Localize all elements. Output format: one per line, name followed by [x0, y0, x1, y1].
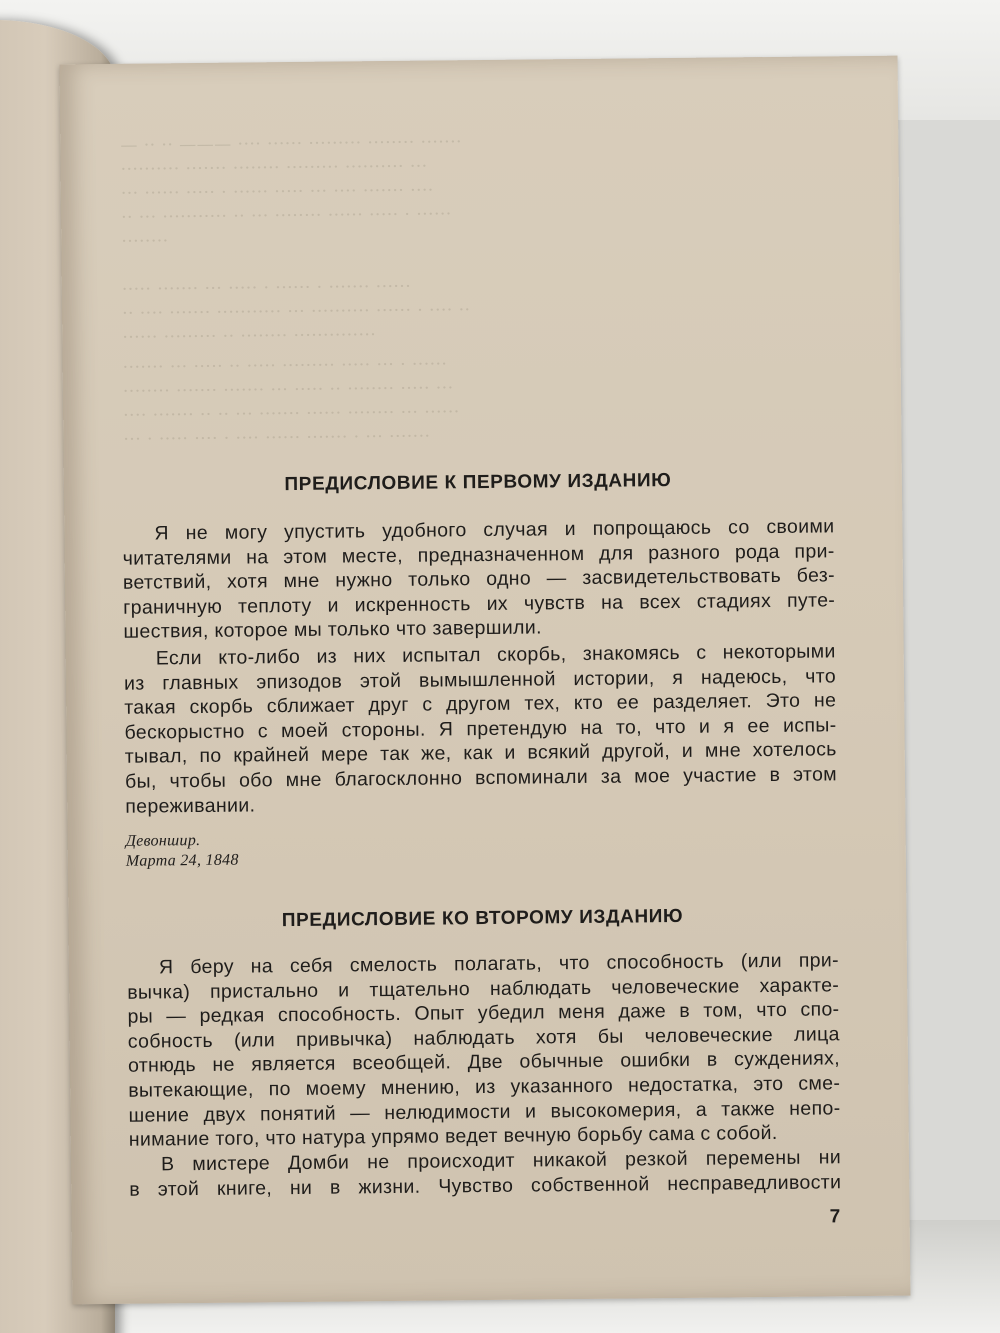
second-preface-paragraph-2 [129, 1145, 841, 1202]
first-preface-paragraph-2 [124, 639, 838, 819]
second-preface-paragraph-1 [127, 948, 841, 1152]
text-line: Я не могу упустить удобного случая и попрощаюсь со своими [154, 515, 835, 545]
text-line: вычка) пристально и тщательно наблюдать человеческие характе- [127, 973, 840, 1004]
text-line: вытекающие, по моему мнению, из указанного недостатка, это сме- [128, 1072, 841, 1102]
signature-date: Марта 24, 1848 [125, 851, 239, 870]
signature-place: Девоншир. [125, 831, 201, 850]
second-preface-title: ПРЕДИСЛОВИЕ КО ВТОРОМУ ИЗДАНИЮ [281, 905, 684, 932]
text-line: шествия, которое мы только что завершили. [123, 616, 542, 644]
text-line: Если кто-либо из них испытал скорбь, знакомясь с некоторыми [155, 640, 836, 670]
text-line: в этой книге, ни в жизни. Чувство собственной несправедливости [129, 1170, 842, 1201]
first-preface-title: ПРЕДИСЛОВИЕ К ПЕРВОМУ ИЗДАНИЮ [284, 470, 672, 496]
text-line: такая скорбь сближает друг с другом тех, кто ее разделяет. Это не [124, 689, 837, 719]
page-number: 7 [829, 1206, 841, 1228]
text-line: ры — редкая способность. Опыт убедил меня даже в том, что спо- [127, 998, 840, 1028]
book-page [60, 56, 911, 1305]
text-line: Я беру на себя смелость полагать, что способность (или при- [158, 949, 840, 979]
first-preface-paragraph-1 [122, 514, 835, 644]
text-line: тывал, по крайней мере так же, как и всякий другой, и мне хотелось [124, 738, 837, 769]
text-line: отнюдь не является всеобщей. Две обычные ошибки в суждениях, [127, 1047, 841, 1078]
text-line: из главных эпизодов этой вымышленной истории, я надеюсь, что [123, 664, 837, 695]
text-line: читателями на этом месте, предназначенном для разного рода при- [122, 539, 835, 570]
text-line: шение двух понятий — нелюдимости и высокомерия, а также непо- [128, 1096, 841, 1127]
text-line: нимание того, что натура упрямо ведет вечную борьбу сама с собой. [128, 1122, 778, 1151]
text-line: переживании. [125, 793, 256, 818]
text-line: В мистере Домби не происходит никакой резкой перемены ни [160, 1146, 842, 1176]
text-line: собность (или привычка) наблюдать хотя бы человеческие лица [127, 1023, 840, 1053]
bleed-through-text: — ·· ·· ——— ···· ······ ········· ········ ······· ·········· ······· ········ ········· ·········· ··· ··· ······ ····· · ······ ····· ··· ···· ······· ···· ·· ··· ··········· ·· ··· ········ ······ ····· · ······ ········ ····· ······· ··· ····· · ······ · ······· ······ ·· ···· ······· ··········· ··· ·········· ······ · ···· ·· ······ ········· ·· ········ ·············· ······· ··· ····· ·· ····· ········· ····· ··· · ······ ········ ······· ······· ··· ····· ·· ········ ····· ··· ···· ······· ·· ·· ··· ······· ······ ········ ··· ······ ··· · ····· ···· · ···· ······ ······· · ··· ······· [120, 132, 471, 450]
text-line: бескорыстно с моей стороны. Я претендую на то, что и я ее испы- [124, 714, 837, 744]
text-line: ветствий, хотя мне нужно только одно — засвидетельствовать без- [122, 564, 836, 594]
text-line: бы, чтобы обо мне благосклонно вспоминали за мое участие в этом [124, 763, 838, 793]
text-line: граничную теплоту и искренность их чувств на всех стадиях путе- [123, 589, 836, 619]
